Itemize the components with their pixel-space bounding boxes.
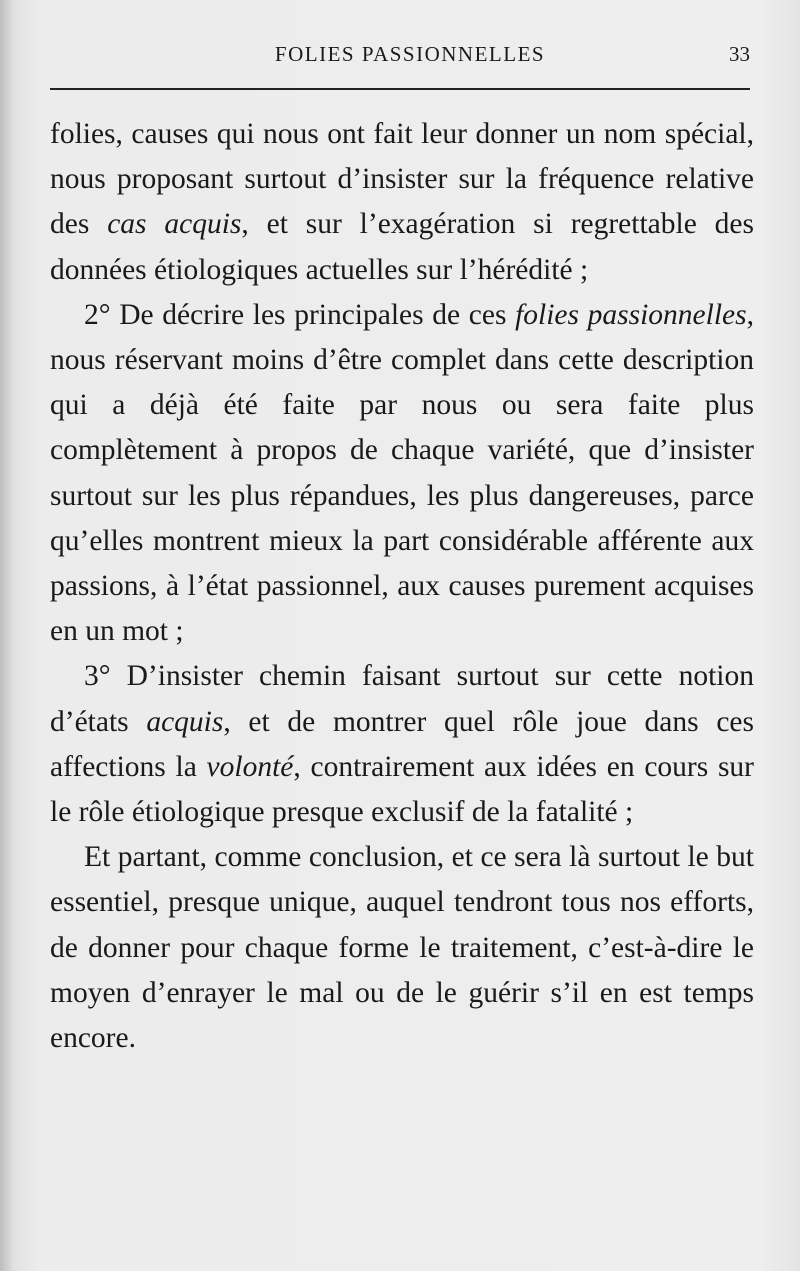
paragraph-text: , et de montrer quel rôle joue dans ces affections la bbox=[50, 705, 754, 783]
paragraph-text: , nous réservant moins d’être complet dans cette description qui a déjà été faite par nous ou sera faite plus complètement à propos de chaque variété, que d’insister surtout sur les plus répandues, les plus dangereuses, parce qu’elles montrent mieux la part considérable afférente aux passions, à l’état passionnel, aux causes purement acquises en un mot ; bbox=[50, 298, 754, 648]
italic-phrase: folies passionnelles bbox=[515, 298, 747, 331]
paragraph-text: Et partant, comme conclusion, et ce sera là surtout le but essentiel, presque unique, auquel tendront tous nos efforts, de donner pour chaque forme le traitement, c’est-à-dire le moyen d’enrayer le mal ou de le guérir s’il en est temps encore. bbox=[50, 841, 754, 1055]
paragraph-text: 3° D’insister chemin faisant surtout sur cette notion d’états bbox=[50, 660, 754, 738]
body-text bbox=[50, 112, 754, 1061]
running-title: FOLIES PASSIONNELLES bbox=[274, 42, 546, 66]
italic-phrase: cas acquis bbox=[107, 208, 242, 241]
header-rule bbox=[50, 88, 750, 90]
paragraph-text: , contrairement aux idées en cours sur le rôle étiologique presque exclusif de la fatalité ; bbox=[50, 750, 755, 829]
page-number: 33 bbox=[729, 42, 750, 66]
italic-phrase: volonté bbox=[206, 750, 294, 783]
running-head bbox=[50, 42, 750, 74]
paragraph-3 bbox=[50, 654, 754, 835]
paragraph-1 bbox=[50, 112, 754, 293]
paragraph-4 bbox=[50, 835, 754, 1061]
paragraph-2 bbox=[50, 293, 754, 655]
paragraph-text: , et sur l’exagération si regrettable des données étiologiques actuelles sur l’hérédité ; bbox=[50, 208, 754, 286]
paragraph-text: 2° De décrire les principales de ces bbox=[84, 298, 516, 331]
italic-phrase: acquis bbox=[146, 705, 224, 738]
paragraph-text: folies, causes qui nous ont fait leur donner un nom spécial, nous proposant surtout d’insister sur la fréquence relative des bbox=[50, 118, 754, 241]
